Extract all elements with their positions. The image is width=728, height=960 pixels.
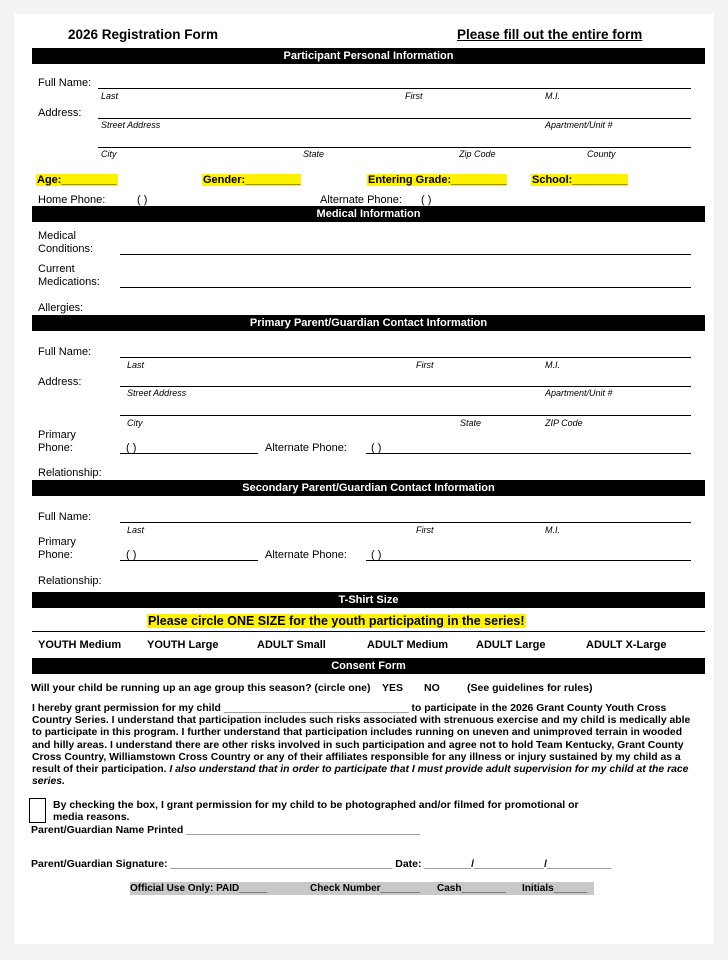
consent-paragraph	[32, 703, 702, 788]
participant-full-name-label: Full Name:	[38, 77, 92, 89]
participant-name-line[interactable]	[98, 88, 691, 89]
secondary-alt-phone-line[interactable]	[366, 560, 691, 561]
guardian-signature-date[interactable]: Parent/Guardian Signature: ______________________________________ Date: ________/____________/___________	[31, 858, 612, 870]
current-medications-label-1: Current	[38, 263, 75, 275]
primary-alt-phone-area-code[interactable]: ( )	[371, 442, 382, 454]
current-medications-line[interactable]	[120, 287, 691, 288]
primary-street-sublabel: Street Address	[127, 388, 187, 398]
secondary-phone-line[interactable]	[120, 560, 258, 561]
secondary-guardian-section-bar: Secondary Parent/Guardian Contact Information	[32, 480, 705, 496]
primary-mi-sublabel: M.I.	[545, 360, 560, 370]
primary-last-sublabel: Last	[127, 360, 145, 370]
size-youth-large[interactable]: YOUTH Large	[147, 639, 219, 651]
form-instruction: Please fill out the entire form	[457, 27, 643, 42]
official-paid: Official Use Only: PAID_____	[130, 883, 268, 894]
size-adult-large[interactable]: ADULT Large	[476, 639, 546, 651]
secondary-phone-label-1: Primary	[38, 536, 76, 548]
participant-last-sublabel: Last	[101, 91, 119, 101]
registration-form-page	[14, 14, 714, 944]
secondary-phone-area-code[interactable]: ( )	[126, 549, 137, 561]
secondary-relationship-label: Relationship:	[38, 575, 102, 587]
primary-zip-sublabel: ZIP Code	[545, 418, 583, 428]
primary-alt-phone-line[interactable]	[366, 453, 691, 454]
primary-phone-area-code[interactable]: ( )	[126, 442, 137, 454]
secondary-mi-sublabel: M.I.	[545, 525, 560, 535]
primary-name-line[interactable]	[120, 357, 691, 358]
participant-county-sublabel: County	[587, 149, 616, 159]
primary-city-sublabel: City	[127, 418, 143, 428]
guardian-name-printed[interactable]: Parent/Guardian Name Printed ________________________________________	[31, 824, 420, 836]
photo-permission-text-1: By checking the box, I grant permission for my child to be photographed and/or filmed for promotional or	[53, 799, 579, 811]
tshirt-instruction: Please circle ONE SIZE for the youth participating in the series!	[148, 614, 525, 628]
secondary-phone-label-2: Phone:	[38, 549, 73, 561]
school-field[interactable]: School:_________	[532, 174, 628, 186]
official-initials: Initials______	[522, 883, 588, 894]
primary-address-label: Address:	[38, 376, 82, 388]
participant-street-sublabel: Street Address	[101, 120, 161, 130]
medical-conditions-label-1: Medical	[38, 230, 76, 242]
primary-phone-line[interactable]	[120, 453, 258, 454]
participant-city-line[interactable]	[98, 147, 691, 148]
age-group-yes[interactable]: YES	[382, 682, 404, 694]
participant-alt-phone-label: Alternate Phone:	[320, 194, 402, 206]
primary-guardian-section-bar: Primary Parent/Guardian Contact Information	[32, 315, 705, 331]
official-cash: Cash________	[437, 883, 506, 894]
consent-paragraph-main: I hereby grant permission for my child ________________________________ to participate in the 2026 Grant County Youth Cross Country Series. I understand that participation includes such risks associated with strenuous exercise and my child is medically able to participate in this program. I further understand that participation includes running on uneven and unimproved terrain in wooded and hilly areas. I understand there are other risks involved in such participation and agree not to hold Team Kentucky, Grant County Cross Country, Williamstown Cross Country or any of their affiliates responsible for any illness or injury sustained by my child as a result of their participation.	[32, 703, 691, 776]
age-group-no[interactable]: NO	[424, 682, 440, 694]
primary-full-name-label: Full Name:	[38, 346, 92, 358]
participant-zip-sublabel: Zip Code	[459, 149, 496, 159]
primary-state-sublabel: State	[460, 418, 482, 428]
size-adult-medium[interactable]: ADULT Medium	[367, 639, 449, 651]
medical-conditions-label-2: Conditions:	[38, 243, 94, 255]
photo-permission-checkbox[interactable]	[29, 798, 46, 823]
official-use-box	[130, 882, 594, 895]
participant-mi-sublabel: M.I.	[545, 91, 560, 101]
participant-apt-sublabel: Apartment/Unit #	[545, 120, 613, 130]
official-check-number: Check Number_______	[310, 883, 420, 894]
entering-grade-field[interactable]: Entering Grade:_________	[368, 174, 507, 186]
participant-state-sublabel: State	[303, 149, 325, 159]
secondary-alt-phone-label: Alternate Phone:	[265, 549, 347, 561]
participant-section-bar: Participant Personal Information	[32, 48, 705, 64]
size-adult-small[interactable]: ADULT Small	[257, 639, 326, 651]
secondary-alt-phone-area-code[interactable]: ( )	[371, 549, 382, 561]
photo-permission-text-2: media reasons.	[53, 811, 130, 823]
primary-alt-phone-label: Alternate Phone:	[265, 442, 347, 454]
primary-city-line[interactable]	[120, 415, 691, 416]
home-phone-label: Home Phone:	[38, 194, 106, 206]
tshirt-divider	[32, 631, 705, 632]
age-group-question: Will your child be running up an age group this season? (circle one)	[31, 682, 371, 694]
medical-section-bar: Medical Information	[32, 206, 705, 222]
participant-first-sublabel: First	[405, 91, 423, 101]
size-youth-medium[interactable]: YOUTH Medium	[38, 639, 122, 651]
secondary-name-line[interactable]	[120, 522, 691, 523]
participant-city-sublabel: City	[101, 149, 117, 159]
participant-address-label: Address:	[38, 107, 82, 119]
home-phone-area-code[interactable]: ( )	[137, 194, 148, 206]
consent-section-bar: Consent Form	[32, 658, 705, 674]
form-title: 2026 Registration Form	[68, 27, 219, 42]
consent-paragraph-supervision: I also understand that in order to participate that I must provide adult supervision for my child at the race series.	[32, 764, 689, 788]
allergies-label: Allergies:	[38, 302, 84, 314]
secondary-last-sublabel: Last	[127, 525, 145, 535]
primary-first-sublabel: First	[416, 360, 434, 370]
primary-apt-sublabel: Apartment/Unit #	[545, 388, 613, 398]
primary-address-line[interactable]	[120, 386, 691, 387]
primary-phone-label-1: Primary	[38, 429, 76, 441]
secondary-first-sublabel: First	[416, 525, 434, 535]
size-adult-xlarge[interactable]: ADULT X-Large	[586, 639, 667, 651]
secondary-full-name-label: Full Name:	[38, 511, 92, 523]
tshirt-section-bar: T-Shirt Size	[32, 592, 705, 608]
primary-relationship-label: Relationship:	[38, 467, 102, 479]
primary-phone-label-2: Phone:	[38, 442, 73, 454]
guidelines-note: (See guidelines for rules)	[467, 682, 593, 694]
gender-field[interactable]: Gender:_________	[203, 174, 301, 186]
participant-alt-phone-area-code[interactable]: ( )	[421, 194, 432, 206]
age-field[interactable]: Age:_________	[37, 174, 117, 186]
participant-address-line[interactable]	[98, 118, 691, 119]
current-medications-label-2: Medications:	[38, 276, 100, 288]
medical-conditions-line[interactable]	[120, 254, 691, 255]
